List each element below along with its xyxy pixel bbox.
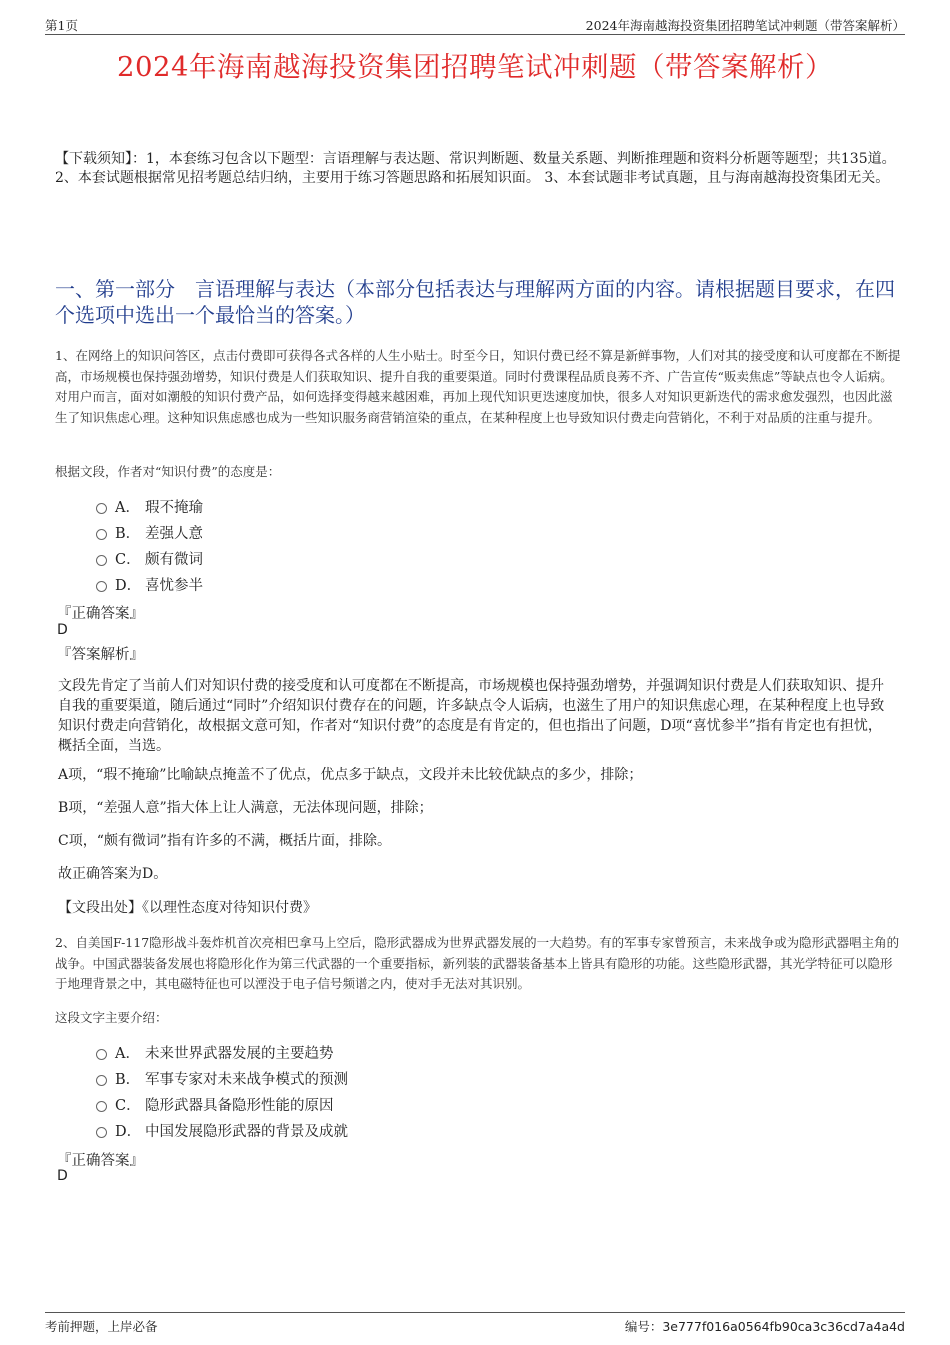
- analysis-label: 『答案解析』: [57, 647, 144, 663]
- option-text: 未来世界武器发展的主要趋势: [145, 1045, 334, 1062]
- serial-code: 3e777f016a0564fb90ca3c36cd7a4a4d: [662, 1319, 905, 1334]
- question-1-text: 1、在网络上的知识问答区，点击付费即可获得各式各样的人生小贴士。时至今日，知识付费已经不算是新鲜事物，人们对其的接受度和认可度都在不断提高，市场规模也保持强劲增势，知识付费是人们获取知识、提升自我的重要渠道。同时付费课程品质良莠不齐、广告宣传“贩卖焦虑”等缺点也令人诟病。对用户而言，面对如潮般的知识付费产品，如何选择变得越来越困难，再加上现代知识更迭速度加快，很多人对知识更新迭代的需求愈发强烈，也因此滋生了知识焦虑心理。这种知识焦虑感也成为一些知识服务商营销渲染的重点，在某种程度上也导致知识付费走向营销化，不利于对品质的注重与提升。: [55, 348, 901, 425]
- footer-slogan: 考前押题，上岸必备: [45, 1319, 158, 1334]
- option-text: 隐形武器具备隐形性能的原因: [145, 1097, 334, 1114]
- page-number: 第1页: [45, 18, 78, 33]
- option-text: 喜忧参半: [145, 577, 203, 594]
- question-1-prompt: 根据文段，作者对“知识付费”的态度是：: [55, 464, 281, 479]
- question-2-prompt: 这段文字主要介绍：: [55, 1010, 168, 1025]
- option-c[interactable]: C． 隐形武器具备隐形性能的原因: [96, 1091, 348, 1117]
- serial-label: 编号：: [624, 1319, 663, 1334]
- option-text: 军事专家对未来战争模式的预测: [145, 1071, 348, 1088]
- footer-serial: [625, 1317, 905, 1335]
- radio-icon[interactable]: [96, 1075, 107, 1086]
- question-2-options: [96, 1039, 348, 1143]
- option-text: 差强人意: [145, 525, 203, 542]
- document-title: 2024年海南越海投资集团招聘笔试冲刺题（带答案解析）: [117, 51, 833, 83]
- section-heading: 一、第一部分 言语理解与表达（本部分包括表达与理解两方面的内容。请根据题目要求，在四个选项中选出一个最恰当的答案。）: [55, 277, 895, 327]
- option-c[interactable]: C． 颇有微词: [96, 545, 203, 571]
- page-header: [45, 12, 905, 35]
- correct-answer-label: 『正确答案』: [57, 1153, 144, 1169]
- option-a[interactable]: A． 未来世界武器发展的主要趋势: [96, 1039, 348, 1065]
- option-a[interactable]: A． 瑕不掩瑜: [96, 493, 203, 519]
- analysis-paragraph: 文段先肯定了当前人们对知识付费的接受度和认可度都在不断提高，市场规模也保持强劲增势，并强调知识付费是人们获取知识、提升自我的重要渠道，随后通过“同时”介绍知识付费存在的问题，许多缺点令人诟病，也滋生了用户的知识焦虑心理，在某种程度上也导致知识付费走向营销化，故根据文意可知，作者对“知识付费”的态度是有肯定的，但也指出了问题，D项“喜忧参半”指有肯定也有担忧，概括全面，当选。: [58, 678, 885, 754]
- page-footer: [45, 1312, 905, 1337]
- radio-icon[interactable]: [96, 503, 107, 514]
- radio-icon[interactable]: [96, 529, 107, 540]
- analysis-paragraph: 故正确答案为D。: [58, 866, 168, 882]
- radio-icon[interactable]: [96, 1049, 107, 1060]
- option-b[interactable]: B． 军事专家对未来战争模式的预测: [96, 1065, 348, 1091]
- option-text: 瑕不掩瑜: [145, 499, 203, 516]
- radio-icon[interactable]: [96, 1101, 107, 1112]
- option-d[interactable]: D． 中国发展隐形武器的背景及成就: [96, 1117, 348, 1143]
- source-citation: 【文段出处】《以理性态度对待知识付费》: [58, 900, 317, 916]
- radio-icon[interactable]: [96, 1127, 107, 1138]
- correct-answer: D: [57, 1168, 68, 1184]
- download-notice: 【下载须知】：1，本套练习包含以下题型：言语理解与表达题、常识判断题、数量关系题、判断推理题和资料分析题等题型；共135道。 2、本套试题根据常见招考题总结归纳，主要用于练习答题思路和拓展知识面。 3、本套试题非考试真题，且与海南越海投资集团无关。: [55, 151, 896, 186]
- correct-answer-label: 『正确答案』: [57, 606, 144, 622]
- option-text: 中国发展隐形武器的背景及成就: [145, 1123, 348, 1140]
- question-2-text: 2、自美国F-117隐形战斗轰炸机首次亮相巴拿马上空后，隐形武器成为世界武器发展的一大趋势。有的军事专家曾预言，未来战争或为隐形武器唱主角的战争。中国武器装备发展也将隐形化作为第三代武器的一个重要指标，新列装的武器装备基本上皆具有隐形的功能。这些隐形武器，其光学特征可以隐形于地理背景之中，其电磁特征也可以湮没于电子信号频谱之内，使对手无法对其识别。: [55, 935, 900, 991]
- header-doc-title: 2024年海南越海投资集团招聘笔试冲刺题（带答案解析）: [585, 18, 905, 33]
- correct-answer: D: [57, 622, 68, 638]
- option-b[interactable]: B． 差强人意: [96, 519, 203, 545]
- radio-icon[interactable]: [96, 555, 107, 566]
- radio-icon[interactable]: [96, 581, 107, 592]
- analysis-paragraph: B项，“差强人意”指大体上让人满意，无法体现问题，排除；: [58, 800, 433, 816]
- option-text: 颇有微词: [145, 551, 203, 568]
- analysis-paragraph: A项，“瑕不掩瑜”比喻缺点掩盖不了优点，优点多于缺点，文段并未比较优缺点的多少，排除；: [58, 767, 643, 783]
- option-d[interactable]: D． 喜忧参半: [96, 571, 203, 597]
- question-1-options: [96, 493, 203, 597]
- analysis-paragraph: C项，“颇有微词”指有许多的不满，概括片面，排除。: [58, 833, 392, 849]
